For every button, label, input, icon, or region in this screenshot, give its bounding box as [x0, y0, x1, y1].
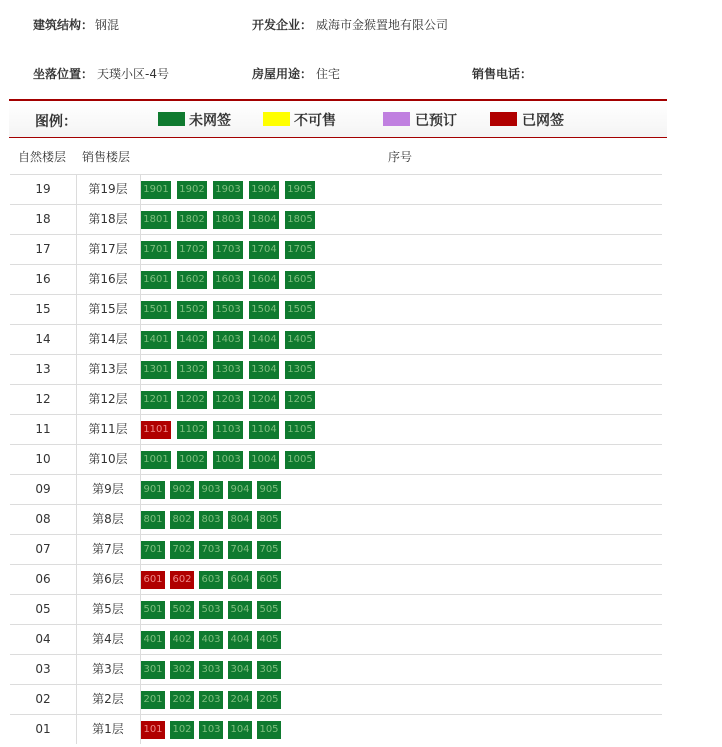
unit-905[interactable]: 905	[257, 481, 281, 499]
legend-reserved-label: 已预订	[415, 113, 457, 129]
natural-floor-cell: 16	[10, 265, 77, 294]
unit-405[interactable]: 405	[257, 631, 281, 649]
unit-1304[interactable]: 1304	[249, 361, 279, 379]
natural-floor-cell: 09	[10, 475, 77, 504]
natural-floor-cell: 04	[10, 625, 77, 654]
sales-floor-cell: 第5层	[76, 595, 141, 624]
sales-floor-cell: 第1层	[76, 715, 141, 744]
floor-row	[10, 504, 662, 534]
unit-201[interactable]: 201	[141, 691, 165, 709]
sales-floor-cell: 第13层	[76, 355, 141, 384]
floor-row	[10, 354, 662, 384]
natural-floor-cell: 13	[10, 355, 77, 384]
unit-1504[interactable]: 1504	[249, 301, 279, 319]
natural-floor-cell: 08	[10, 505, 77, 534]
unit-204[interactable]: 204	[228, 691, 252, 709]
sales-floor-cell: 第4层	[76, 625, 141, 654]
structure-label: 建筑结构：	[33, 18, 94, 32]
unit-1703[interactable]: 1703	[213, 241, 243, 259]
floor-row	[10, 414, 662, 444]
unit-1603[interactable]: 1603	[213, 271, 243, 289]
sales-floor-cell: 第9层	[76, 475, 141, 504]
location-label: 坐落位置：	[33, 67, 94, 81]
unit-303[interactable]: 303	[199, 661, 223, 679]
unit-1801[interactable]: 1801	[141, 211, 171, 229]
unit-1103[interactable]: 1103	[213, 421, 243, 439]
unit-1501[interactable]: 1501	[141, 301, 171, 319]
unit-604[interactable]: 604	[228, 571, 252, 589]
unit-1003[interactable]: 1003	[213, 451, 243, 469]
sales-floor-cell: 第17层	[76, 235, 141, 264]
unit-1203[interactable]: 1203	[213, 391, 243, 409]
floor-row	[10, 624, 662, 654]
unit-1102[interactable]: 1102	[177, 421, 207, 439]
unit-903[interactable]: 903	[199, 481, 223, 499]
unit-1802[interactable]: 1802	[177, 211, 207, 229]
unit-1604[interactable]: 1604	[249, 271, 279, 289]
unit-404[interactable]: 404	[228, 631, 252, 649]
usage-value: 住宅	[316, 67, 341, 81]
natural-floor-cell: 03	[10, 655, 77, 684]
unit-105[interactable]: 105	[257, 721, 281, 739]
unit-1404[interactable]: 1404	[249, 331, 279, 349]
unit-1201[interactable]: 1201	[141, 391, 171, 409]
unit-1502[interactable]: 1502	[177, 301, 207, 319]
floor-table	[10, 174, 662, 744]
unit-803[interactable]: 803	[199, 511, 223, 529]
unit-1105[interactable]: 1105	[285, 421, 315, 439]
floor-row	[10, 684, 662, 714]
natural-floor-cell: 17	[10, 235, 77, 264]
unit-305[interactable]: 305	[257, 661, 281, 679]
floor-row	[10, 714, 662, 744]
unit-401[interactable]: 401	[141, 631, 165, 649]
unit-1104[interactable]: 1104	[249, 421, 279, 439]
unit-804[interactable]: 804	[228, 511, 252, 529]
unit-704[interactable]: 704	[228, 541, 252, 559]
unit-1301[interactable]: 1301	[141, 361, 171, 379]
unit-705[interactable]: 705	[257, 541, 281, 559]
unit-1205[interactable]: 1205	[285, 391, 315, 409]
unit-1601[interactable]: 1601	[141, 271, 171, 289]
floor-row	[10, 564, 662, 594]
sales-floor-cell: 第11层	[76, 415, 141, 444]
legend-signed-swatch	[490, 112, 517, 126]
unit-802[interactable]: 802	[170, 511, 194, 529]
usage-label: 房屋用途：	[252, 67, 313, 81]
unit-703[interactable]: 703	[199, 541, 223, 559]
unit-504[interactable]: 504	[228, 601, 252, 619]
legend-bar	[9, 99, 667, 138]
unit-301[interactable]: 301	[141, 661, 165, 679]
floor-row	[10, 474, 662, 504]
unit-1402[interactable]: 1402	[177, 331, 207, 349]
unit-1403[interactable]: 1403	[213, 331, 243, 349]
natural-floor-cell: 06	[10, 565, 77, 594]
location-value: 天璞小区-4号	[97, 67, 169, 81]
unit-1803[interactable]: 1803	[213, 211, 243, 229]
unit-1001[interactable]: 1001	[141, 451, 171, 469]
unit-801[interactable]: 801	[141, 511, 165, 529]
floor-row	[10, 594, 662, 624]
unit-1804[interactable]: 1804	[249, 211, 279, 229]
developer-label: 开发企业：	[252, 18, 313, 32]
unit-1905[interactable]: 1905	[285, 181, 315, 199]
unit-1303[interactable]: 1303	[213, 361, 243, 379]
sales-floor-cell: 第14层	[76, 325, 141, 354]
unit-304[interactable]: 304	[228, 661, 252, 679]
unit-1701[interactable]: 1701	[141, 241, 171, 259]
legend-not-for-sale-label: 不可售	[294, 113, 336, 129]
floor-row	[10, 444, 662, 474]
natural-floor-cell: 19	[10, 175, 77, 204]
floor-row	[10, 384, 662, 414]
floor-row	[10, 264, 662, 294]
natural-floor-cell: 14	[10, 325, 77, 354]
sales-floor-cell: 第8层	[76, 505, 141, 534]
unit-605[interactable]: 605	[257, 571, 281, 589]
unit-1704[interactable]: 1704	[249, 241, 279, 259]
unit-1503[interactable]: 1503	[213, 301, 243, 319]
unit-901[interactable]: 901	[141, 481, 165, 499]
unit-805[interactable]: 805	[257, 511, 281, 529]
unit-1005[interactable]: 1005	[285, 451, 315, 469]
unit-203[interactable]: 203	[199, 691, 223, 709]
natural-floor-cell: 10	[10, 445, 77, 474]
floor-row	[10, 234, 662, 264]
unit-702[interactable]: 702	[170, 541, 194, 559]
legend-title: 图例：	[35, 114, 77, 130]
unit-1004[interactable]: 1004	[249, 451, 279, 469]
header-natural-floor: 自然楼层	[18, 150, 67, 164]
unit-902[interactable]: 902	[170, 481, 194, 499]
unit-1405[interactable]: 1405	[285, 331, 315, 349]
unit-505[interactable]: 505	[257, 601, 281, 619]
sales-floor-cell: 第3层	[76, 655, 141, 684]
project-info	[0, 0, 722, 100]
sales-floor-cell: 第6层	[76, 565, 141, 594]
unit-1702[interactable]: 1702	[177, 241, 207, 259]
unit-1904[interactable]: 1904	[249, 181, 279, 199]
sales-floor-cell: 第16层	[76, 265, 141, 294]
header-serial: 序号	[388, 150, 413, 164]
natural-floor-cell: 11	[10, 415, 77, 444]
unit-202[interactable]: 202	[170, 691, 194, 709]
natural-floor-cell: 12	[10, 385, 77, 414]
unit-502[interactable]: 502	[170, 601, 194, 619]
sales-floor-cell: 第19层	[76, 175, 141, 204]
floor-row	[10, 174, 662, 204]
developer-value: 威海市金猴置地有限公司	[316, 18, 449, 32]
unit-1602[interactable]: 1602	[177, 271, 207, 289]
sales-floor-cell: 第7层	[76, 535, 141, 564]
natural-floor-cell: 15	[10, 295, 77, 324]
unit-503[interactable]: 503	[199, 601, 223, 619]
unit-1101[interactable]: 1101	[141, 421, 171, 439]
floor-row	[10, 654, 662, 684]
unit-1202[interactable]: 1202	[177, 391, 207, 409]
natural-floor-cell: 01	[10, 715, 77, 744]
unit-1805[interactable]: 1805	[285, 211, 315, 229]
sales-floor-cell: 第10层	[76, 445, 141, 474]
phone-label: 销售电话：	[472, 67, 533, 81]
unit-104[interactable]: 104	[228, 721, 252, 739]
unit-501[interactable]: 501	[141, 601, 165, 619]
unit-1903[interactable]: 1903	[213, 181, 243, 199]
unit-1705[interactable]: 1705	[285, 241, 315, 259]
sales-floor-cell: 第12层	[76, 385, 141, 414]
unit-701[interactable]: 701	[141, 541, 165, 559]
floor-row	[10, 534, 662, 564]
unit-103[interactable]: 103	[199, 721, 223, 739]
floor-row	[10, 204, 662, 234]
unit-101[interactable]: 101	[141, 721, 165, 739]
legend-signed-label: 已网签	[522, 113, 564, 129]
unit-1901[interactable]: 1901	[141, 181, 171, 199]
unit-205[interactable]: 205	[257, 691, 281, 709]
unit-402[interactable]: 402	[170, 631, 194, 649]
unit-1902[interactable]: 1902	[177, 181, 207, 199]
legend-unsigned-swatch	[158, 112, 185, 126]
sales-floor-cell: 第15层	[76, 295, 141, 324]
unit-904[interactable]: 904	[228, 481, 252, 499]
unit-1401[interactable]: 1401	[141, 331, 171, 349]
unit-602[interactable]: 602	[170, 571, 194, 589]
floor-row	[10, 324, 662, 354]
sales-floor-cell: 第18层	[76, 205, 141, 234]
sales-floor-cell: 第2层	[76, 685, 141, 714]
natural-floor-cell: 18	[10, 205, 77, 234]
floor-row	[10, 294, 662, 324]
unit-1605[interactable]: 1605	[285, 271, 315, 289]
natural-floor-cell: 07	[10, 535, 77, 564]
natural-floor-cell: 05	[10, 595, 77, 624]
legend-unsigned-label: 未网签	[189, 113, 231, 129]
unit-1302[interactable]: 1302	[177, 361, 207, 379]
structure-value: 钢混	[95, 18, 120, 32]
unit-1002[interactable]: 1002	[177, 451, 207, 469]
unit-102[interactable]: 102	[170, 721, 194, 739]
unit-1305[interactable]: 1305	[285, 361, 315, 379]
unit-1505[interactable]: 1505	[285, 301, 315, 319]
unit-1204[interactable]: 1204	[249, 391, 279, 409]
natural-floor-cell: 02	[10, 685, 77, 714]
unit-403[interactable]: 403	[199, 631, 223, 649]
unit-601[interactable]: 601	[141, 571, 165, 589]
legend-not-for-sale-swatch	[263, 112, 290, 126]
unit-302[interactable]: 302	[170, 661, 194, 679]
legend-reserved-swatch	[383, 112, 410, 126]
header-sales-floor: 销售楼层	[82, 150, 131, 164]
unit-603[interactable]: 603	[199, 571, 223, 589]
